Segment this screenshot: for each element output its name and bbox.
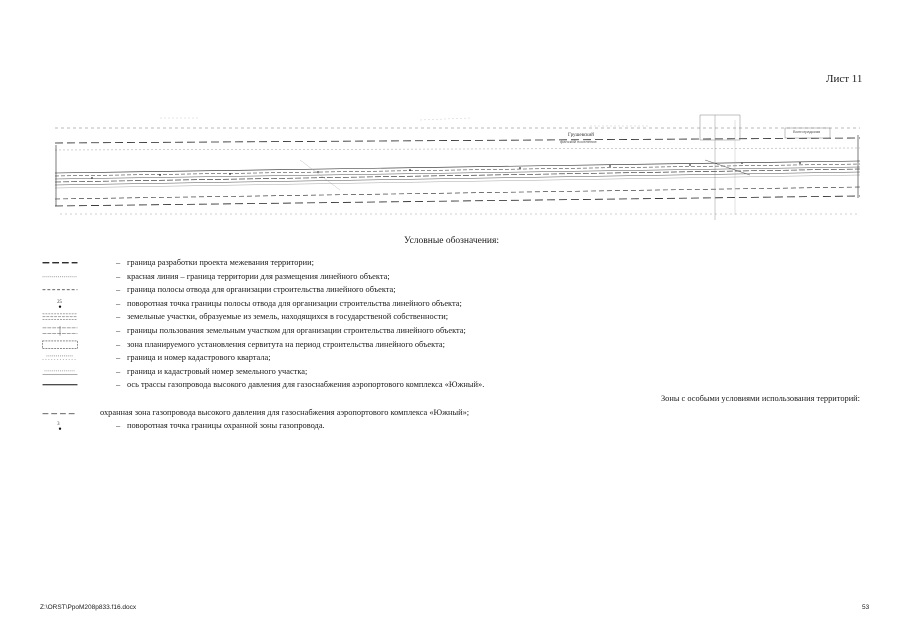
legend — [40, 256, 880, 433]
legend-item: – земельные участки, образуемые из земель, находящихся в государственой собственности; — [40, 310, 880, 324]
cadastral-parcel-symbol — [40, 365, 80, 379]
servitude-zone-symbol — [40, 338, 80, 352]
legend-item: 25 – поворотная точка границы полосы отвода для организации строительства линейного объекта; — [40, 297, 880, 311]
cadastral-quarter-symbol — [40, 351, 80, 365]
map-place-sub: фанский поселение — [560, 139, 597, 144]
legend-item: – ось трассы газопровода высокого давления для газоснабжения аэропортового комплекса «Южный». — [40, 378, 880, 392]
land-use-boundary-symbol — [40, 324, 80, 338]
red-line-symbol — [40, 270, 80, 284]
protection-zone-symbol — [40, 406, 80, 420]
legend-item: – зона планируемого установления сервитута на период строительства линейного объекта; — [40, 338, 880, 352]
svg-text:25: 25 — [57, 299, 62, 305]
map-place-name: Грушевский — [568, 133, 594, 138]
footer-file-path: Z:\ORST\PpoM208p833.f16.docx — [40, 604, 137, 611]
legend-item: – красная линия – граница территории для размещения линейного объекта; — [40, 270, 880, 284]
state-land-parcel-symbol — [40, 310, 80, 324]
legend-item: – границы пользования земельным участком для организации строительства линейного объекта; — [40, 324, 880, 338]
turning-point-symbol — [40, 297, 80, 311]
boundary-dashed-symbol — [40, 256, 80, 270]
legend-title: Условные обозначения: — [404, 236, 500, 246]
legend-item: – граница полосы отвода для организации строительства линейного объекта; — [40, 283, 880, 297]
legend-item: – граница и номер кадастрового квартала; — [40, 351, 880, 365]
zones-title: Зоны с особыми условиями использования территорий: — [660, 393, 860, 403]
pipeline-axis-symbol — [40, 378, 80, 392]
legend-item: – граница разработки проекта межевания территории; — [40, 256, 880, 270]
map-right-label: Волгоградская — [793, 129, 821, 134]
legend-item: 3 – поворотная точка границы охранной зоны газопровода. — [40, 419, 880, 433]
footer-page-number: 53 — [862, 604, 870, 611]
svg-text:3: 3 — [57, 421, 60, 427]
legend-item: – граница и кадастровый номер земельного участка; — [40, 365, 880, 379]
sheet-label: Лист 11 — [826, 73, 863, 85]
right-of-way-symbol — [40, 283, 80, 297]
legend-item: охранная зона газопровода высокого давления для газоснабжения аэропортового комплекса «Южный»; — [40, 406, 880, 420]
zone-turning-point-symbol — [40, 419, 80, 433]
survey-map — [0, 0, 905, 230]
